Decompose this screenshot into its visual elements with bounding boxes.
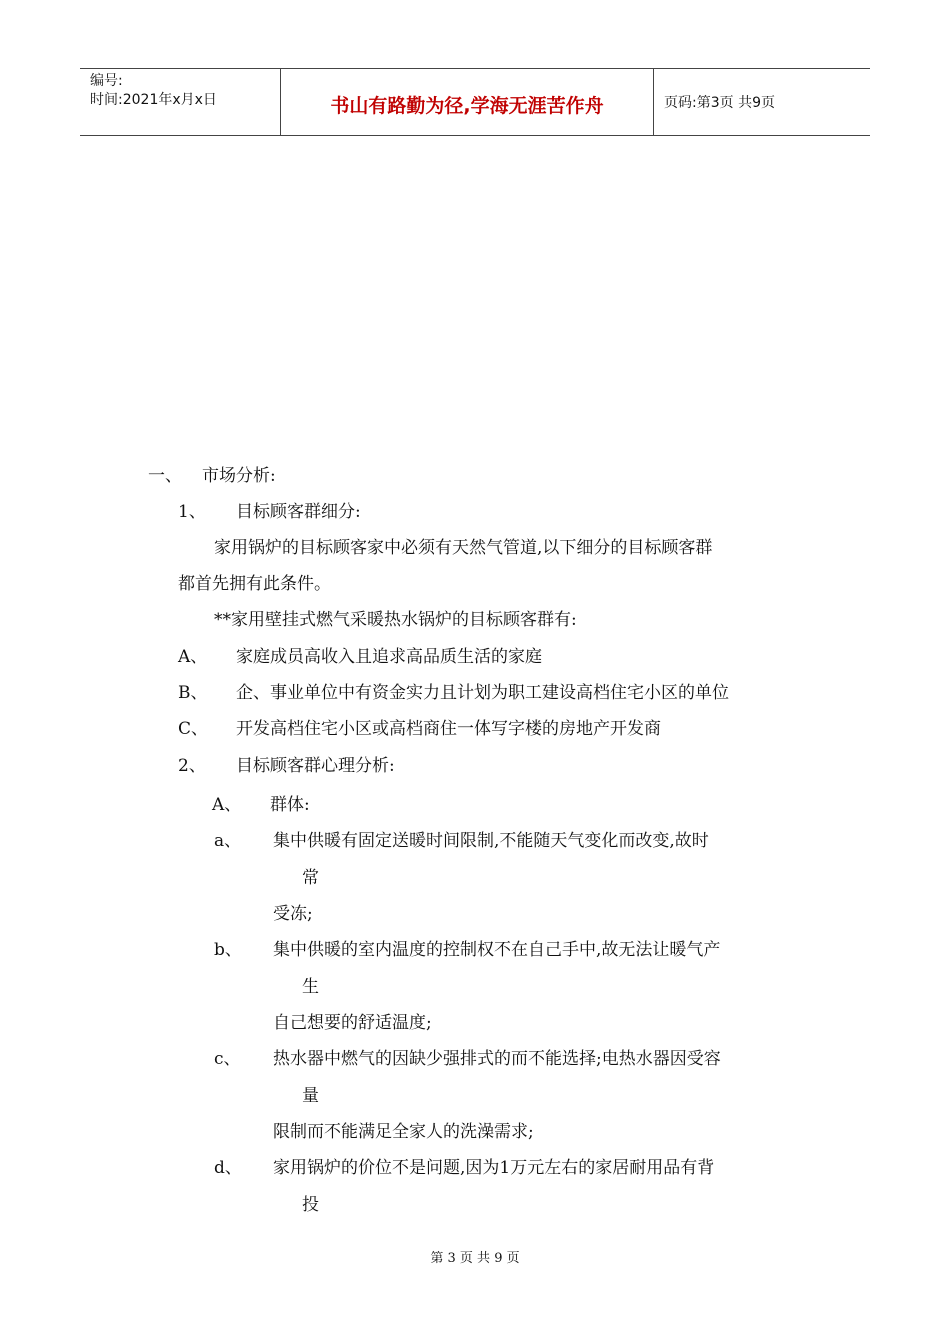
section-title: 市场分析: — [202, 466, 276, 486]
list-item-line: 热水器中燃气的因缺少强排式的而不能选择;电热水器因受容 — [273, 1049, 721, 1069]
list-item-line: 限制而不能满足全家人的洗澡需求; — [273, 1122, 534, 1142]
list-marker: A、 — [178, 647, 208, 667]
number-label: 编号: — [90, 73, 123, 89]
list-marker: a、 — [214, 831, 242, 851]
list-item: 家庭成员高收入且追求高品质生活的家庭 — [236, 647, 542, 667]
subsection-number: 2、 — [178, 756, 206, 776]
subsection-title: 目标顾客群心理分析: — [236, 756, 395, 776]
list-marker: b、 — [214, 940, 242, 960]
list-item-line: 自己想要的舒适温度; — [273, 1013, 432, 1033]
paragraph-line: **家用壁挂式燃气采暖热水锅炉的目标顾客群有: — [214, 610, 577, 630]
paragraph-line: 家用锅炉的目标顾客家中必须有天然气管道,以下细分的目标顾客群 — [214, 538, 713, 558]
paragraph-line: 都首先拥有此条件。 — [178, 574, 331, 594]
page-header — [80, 68, 870, 136]
list-item-line: 家用锅炉的价位不是问题,因为1万元左右的家居耐用品有背 — [273, 1158, 715, 1178]
subsection-number: 1、 — [178, 502, 206, 522]
list-item-line: 常 — [302, 868, 319, 888]
list-item: 群体: — [270, 795, 310, 815]
list-item-line: 集中供暖有固定送暖时间限制,不能随天气变化而改变,故时 — [273, 831, 709, 851]
header-motto: 书山有路勤为径,学海无涯苦作舟 — [281, 69, 654, 135]
list-marker: B、 — [178, 683, 208, 703]
list-item: 企、事业单位中有资金实力且计划为职工建设高档住宅小区的单位 — [236, 683, 729, 703]
time-label: 时间:2021年x月x日 — [90, 92, 217, 108]
list-marker: d、 — [214, 1158, 242, 1178]
list-item-line: 生 — [302, 977, 319, 997]
list-marker: C、 — [178, 719, 209, 739]
subsection-title: 目标顾客群细分: — [236, 502, 361, 522]
section-number: 一、 — [148, 466, 182, 486]
list-item: 开发高档住宅小区或高档商住一体写字楼的房地产开发商 — [236, 719, 661, 739]
header-meta — [80, 69, 281, 135]
list-marker: A、 — [212, 795, 242, 815]
list-item-line: 集中供暖的室内温度的控制权不在自己手中,故无法让暖气产 — [273, 940, 721, 960]
header-page-info: 页码:第3页 共9页 — [664, 95, 775, 111]
page-footer: 第 3 页 共 9 页 — [430, 1251, 520, 1266]
list-item-line: 受冻; — [273, 904, 313, 924]
list-item-line: 量 — [302, 1086, 319, 1106]
list-marker: c、 — [214, 1049, 241, 1069]
list-item-line: 投 — [302, 1195, 319, 1215]
